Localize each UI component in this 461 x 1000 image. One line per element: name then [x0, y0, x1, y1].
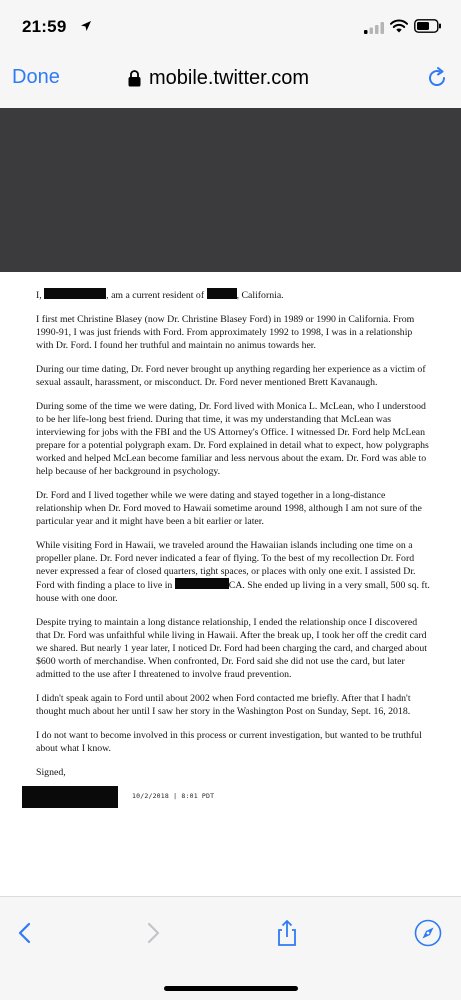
paragraph-5-start: While visiting Ford in Hawaii, we traveled around the Hawaiian islands including one time on a propeller plane. Dr. Ford never indicated a fear of flying. To the best of my recollection Dr. Ford never expressed a fear of closed quarters, tight spaces, or places with only one exit. I assisted Dr. Ford with finding a place to live in [36, 540, 416, 591]
done-button[interactable]: Done [12, 66, 60, 88]
letter-signed: Signed, [36, 767, 66, 778]
reload-icon[interactable] [425, 66, 449, 90]
browser-toolbar [0, 896, 461, 1000]
letter-paragraph-4: Dr. Ford and I lived together while we were dating and stayed together in a long-distance relationship when Dr. Ford moved to Hawaii sometime around 1998, although I am not sure of the particular year and it might have been a bit earlier or later. [36, 490, 422, 527]
letter-paragraph-7: I didn't speak again to Ford until about 2002 when Ford contacted me briefly. After that I hadn't thought much about her until I saw her story in the Washington Post on Sunday, Sept. 16, 2018. [36, 693, 411, 717]
chevron-left-icon[interactable] [12, 919, 40, 947]
letter-paragraph-2: During our time dating, Dr. Ford never brought up anything regarding her experience as a victim of sexual assault, harassment, or misconduct. Dr. Ford never mentioned Brett Kavanaugh. [36, 364, 426, 388]
chevron-right-icon[interactable] [138, 919, 166, 947]
letter-paragraph-6: Despite trying to maintain a long distance relationship, I ended the relationship once I discovered that Dr. Ford was unfaithful while living in Hawaii. After the break up, I took her off the credit card we shared. But nearly 1 year later, I noticed Dr. Ford had been charging the card, and charged about $600 worth of merchandise. When confronted, Dr. Ford said she did not use the card, but later admitted to the use after I threatened to involve fraud prevention. [36, 617, 427, 680]
cellular-signal-icon [364, 22, 384, 34]
letter-salutation [36, 288, 431, 302]
lock-icon [128, 70, 141, 87]
salutation-end: , California. [236, 290, 284, 301]
redacted-city [207, 288, 237, 299]
paragraph-5-end: CA. She ended up living in a very small, 500 sq. ft. house with one door. [36, 580, 430, 604]
location-arrow-icon [80, 20, 92, 32]
salutation-middle: , am a current resident of [106, 290, 205, 301]
letter-paragraph-5 [36, 539, 431, 605]
browser-address-bar [0, 52, 461, 108]
redacted-signature [22, 786, 118, 808]
battery-icon [414, 19, 442, 33]
letter-paragraph-8: I do not want to become involved in this process or current investigation, but wanted to be truthful about what I know. [36, 730, 422, 754]
redacted-location [175, 578, 229, 589]
url-text: mobile.twitter.com [149, 66, 310, 89]
salutation-start: I, [36, 290, 42, 301]
redacted-name [44, 288, 106, 299]
compass-icon[interactable] [414, 919, 442, 947]
status-bar [0, 0, 461, 52]
wifi-icon [390, 19, 408, 33]
letter-document [0, 272, 461, 925]
letter-paragraph-3: During some of the time we were dating, Dr. Ford lived with Monica L. McLean, who I understood to be her life-long best friend. During that time, it was my understanding that McLean was interviewing for jobs with the FBI and the US Attorney's Office. I witnessed Dr. Ford help McLean prepare for a potential polygraph exam. Dr. Ford explained in detail what to expect, how polygraphs worked and helped McLean become familiar and less nervous about the exam. Dr. Ford was able to help because of her background in psychology. [36, 401, 429, 477]
share-icon[interactable] [273, 919, 301, 947]
signature-row [36, 786, 431, 808]
url-display[interactable] [128, 65, 309, 91]
fax-timestamp: 10/2/2018 | 8:01 PDT [132, 792, 215, 800]
web-content[interactable] [0, 108, 461, 896]
home-indicator[interactable] [164, 986, 298, 991]
status-time: 21:59 [22, 17, 67, 36]
letter-paragraph-1: I first met Christine Blasey (now Dr. Christine Blasey Ford) in 1989 or 1990 in California. From 1990-91, I was just friends with Ford. From approximately 1992 to 1998, I was in a relationship with Dr. Ford. I found her truthful and maintain no animus towards her. [36, 314, 415, 351]
